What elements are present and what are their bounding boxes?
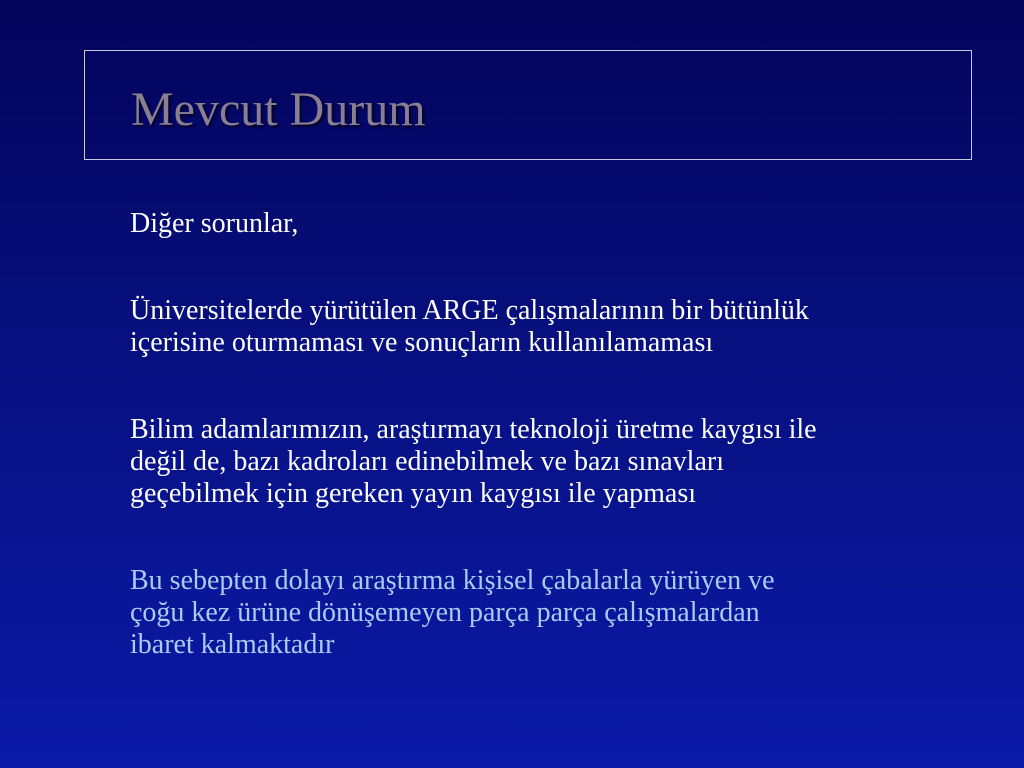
slide-title: Mevcut Durum (131, 83, 426, 136)
text-line: Bu sebepten dolayı araştırma kişisel çabalarla yürüyen ve (130, 565, 775, 596)
text-line: içerisine oturmaması ve sonuçların kullanılamaması (130, 327, 714, 358)
slide-content (130, 208, 990, 661)
text-line: ibaret kalmaktadır (130, 629, 335, 660)
text-line: Bilim adamlarımızın, araştırmayı teknoloji üretme kaygısı ile (130, 414, 817, 445)
text-line: çoğu kez ürüne dönüşemeyen parça parça çalışmalardan (130, 597, 760, 628)
paragraph-conclusion (130, 565, 990, 661)
paragraph-scientists (130, 414, 990, 510)
paragraph-intro (130, 208, 990, 240)
text-line: değil de, bazı kadroları edinebilmek ve bazı sınavları (130, 446, 724, 477)
text-line: Üniversitelerde yürütülen ARGE çalışmalarının bir bütünlük (130, 295, 809, 326)
paragraph-arge (130, 295, 990, 359)
text-line: Diğer sorunlar, (130, 208, 299, 239)
text-line: geçebilmek için gereken yayın kaygısı ile yapması (130, 478, 697, 509)
title-frame (84, 50, 972, 160)
